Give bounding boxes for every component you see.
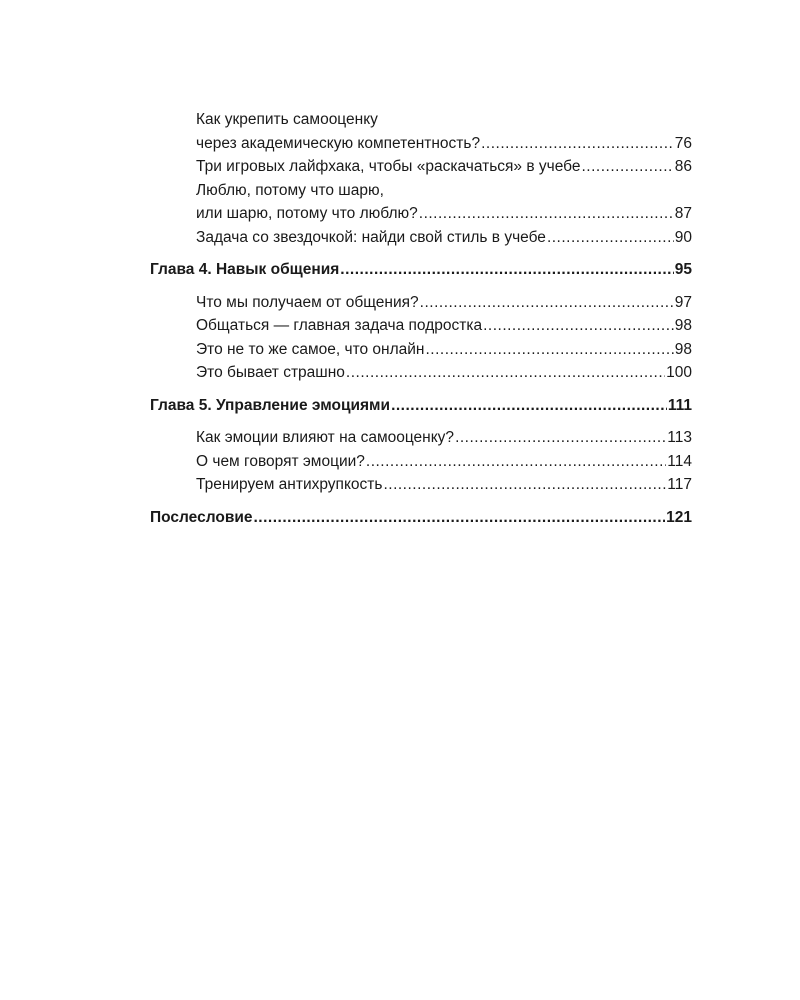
toc-entry-title: Как эмоции влияют на самооценку? xyxy=(196,429,455,446)
toc-page-number: 98 xyxy=(674,317,692,334)
toc-entry-97[interactable] xyxy=(150,291,692,315)
toc-page-number: 87 xyxy=(674,205,692,222)
toc-page-number: 100 xyxy=(666,364,692,381)
dot-leader xyxy=(254,506,666,530)
toc-entry-title: Тренируем антихрупкость xyxy=(196,476,383,493)
toc-page-number: 114 xyxy=(667,452,692,470)
toc-page-number: 86 xyxy=(674,158,692,175)
toc-entry-98b[interactable] xyxy=(150,338,692,362)
toc-entry-title: или шарю, потому что люблю? xyxy=(196,205,418,222)
toc-chapter-title: Глава 5. Управление эмоциями xyxy=(150,396,391,414)
toc-page-number: 97 xyxy=(674,293,692,311)
toc-entry-100[interactable] xyxy=(150,361,692,385)
toc-entry-title: Как укрепить самооценку xyxy=(196,111,378,128)
toc-entry-title: Это не то же самое, что онлайн xyxy=(196,340,425,358)
toc-entry-113[interactable] xyxy=(150,426,692,450)
toc-chapter-4[interactable] xyxy=(150,258,692,282)
toc-entry-90[interactable] xyxy=(150,226,692,250)
toc-page-number: 113 xyxy=(667,429,692,446)
toc-entry-title: О чем говорят эмоции? xyxy=(196,452,365,470)
toc-entry-87[interactable] xyxy=(150,202,692,226)
toc-afterword[interactable] xyxy=(150,506,692,530)
toc-page-number: 121 xyxy=(666,508,692,526)
toc-entry-114[interactable] xyxy=(150,450,692,474)
toc-entry-title: через академическую компетентность? xyxy=(196,134,481,152)
toc-entry-98a[interactable] xyxy=(150,314,692,338)
toc-chapter-5[interactable] xyxy=(150,394,692,418)
dot-leader xyxy=(547,226,674,250)
dot-leader xyxy=(455,426,666,450)
dot-leader xyxy=(483,314,674,338)
toc-entry-title: Три игровых лайфхака, чтобы «раскачаться» в учебе xyxy=(196,158,581,175)
toc-page-number: 90 xyxy=(674,228,692,246)
toc-page-number: 111 xyxy=(667,396,692,414)
toc-page-number: 98 xyxy=(674,340,692,358)
toc-entry-117[interactable] xyxy=(150,473,692,497)
toc-entry-title: Это бывает страшно xyxy=(196,364,345,381)
dot-leader xyxy=(426,338,674,362)
dot-leader xyxy=(582,155,674,179)
toc-entry-title: Люблю, потому что шарю, xyxy=(196,181,384,199)
toc-entry-76[interactable] xyxy=(150,132,692,156)
dot-leader xyxy=(420,291,674,315)
toc-entry-title: Общаться — главная задача подростка xyxy=(196,317,483,334)
dot-leader xyxy=(346,361,665,385)
toc-chapter-title: Глава 4. Навык общения xyxy=(150,261,340,278)
table-of-contents xyxy=(150,108,692,538)
toc-entry-86[interactable] xyxy=(150,155,692,179)
dot-leader xyxy=(419,202,674,226)
dot-leader xyxy=(340,258,673,282)
dot-leader xyxy=(383,473,666,497)
dot-leader xyxy=(366,450,666,474)
toc-entry-title: Что мы получаем от общения? xyxy=(196,293,419,311)
toc-page-number: 117 xyxy=(667,476,692,493)
dot-leader xyxy=(391,394,667,418)
toc-page-number: 95 xyxy=(674,261,692,278)
toc-entry-title-line xyxy=(150,108,692,132)
toc-chapter-title: Послесловие xyxy=(150,508,253,526)
toc-entry-title-line xyxy=(150,179,692,203)
dot-leader xyxy=(481,132,674,156)
toc-page-number: 76 xyxy=(674,134,692,152)
toc-entry-title: Задача со звездочкой: найди свой стиль в учебе xyxy=(196,228,546,246)
